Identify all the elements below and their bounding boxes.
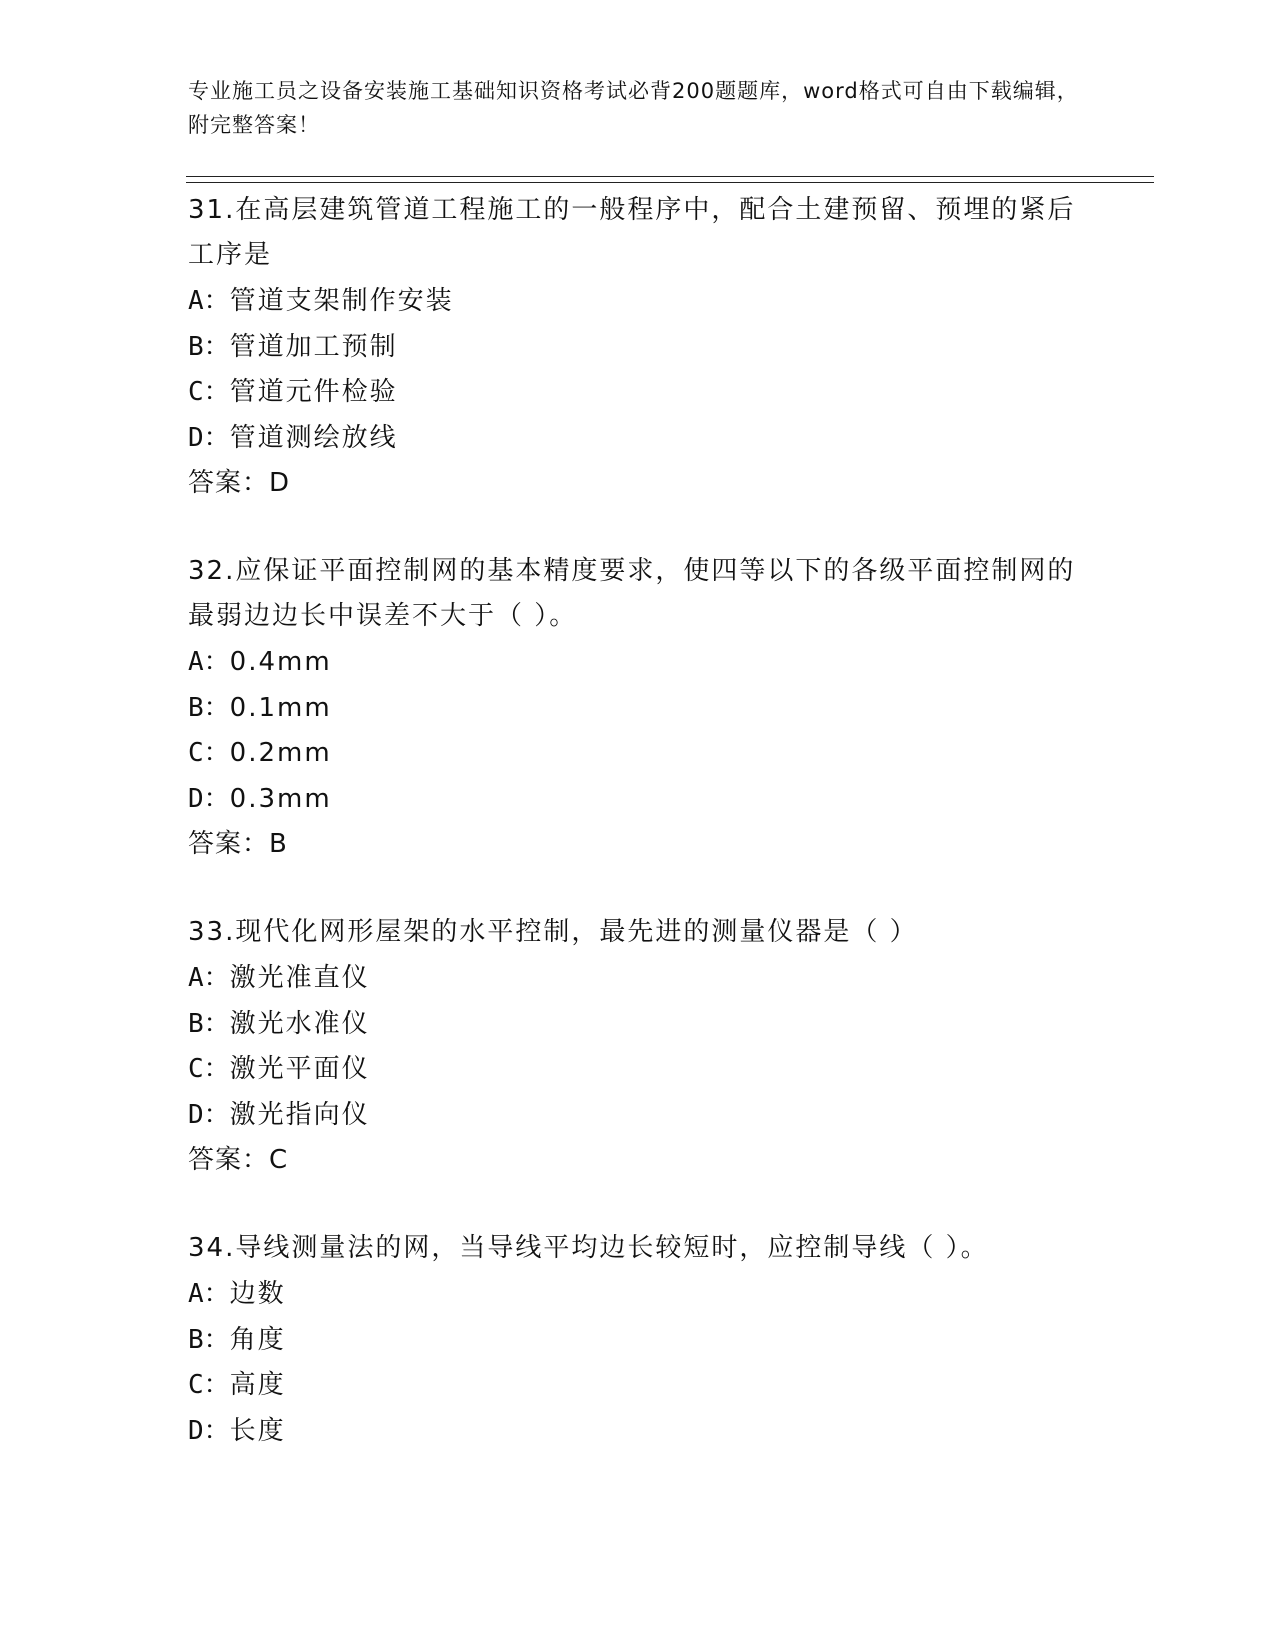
option-text: 0.3mm	[229, 783, 332, 814]
option-text: 边数	[229, 1279, 286, 1309]
option-key: D：	[188, 1415, 230, 1446]
option-text: 管道支架制作安装	[229, 286, 454, 316]
option-key: C：	[188, 1054, 230, 1084]
header-divider-top	[186, 176, 1154, 177]
option-key: D：	[188, 422, 230, 453]
option-b	[188, 686, 1088, 732]
question-31	[188, 188, 1088, 505]
option-key: C：	[188, 738, 230, 768]
option-key: B：	[188, 1008, 230, 1039]
answer-line: 答案：B	[188, 829, 288, 859]
option-d	[188, 416, 1088, 462]
option-key: D：	[188, 1099, 230, 1130]
question-stem: 33.现代化网形屋架的水平控制，最先进的测量仪器是（ ）	[188, 917, 918, 947]
option-a	[188, 1272, 1088, 1318]
question-stem: 31.在高层建筑管道工程施工的一般程序中，配合土建预留、预埋的紧后工序是	[188, 195, 1076, 270]
document-header: 专业施工员之设备安装施工基础知识资格考试必背200题题库，word格式可自由下载编辑，附完整答案！	[188, 79, 1079, 137]
answer-line: 答案：D	[188, 468, 291, 498]
header-divider-bottom	[186, 182, 1154, 183]
question-stem: 34.导线测量法的网，当导线平均边长较短时，应控制导线（ ）。	[188, 1233, 989, 1263]
option-c	[188, 370, 1088, 416]
option-text: 激光准直仪	[229, 963, 370, 993]
option-c	[188, 1047, 1088, 1093]
option-d	[188, 1093, 1088, 1139]
option-key: D：	[188, 783, 230, 814]
option-b	[188, 1002, 1088, 1048]
option-text: 高度	[229, 1370, 286, 1400]
option-key: C：	[188, 377, 230, 407]
option-c	[188, 731, 1088, 777]
option-text: 激光平面仪	[229, 1054, 370, 1084]
option-a	[188, 956, 1088, 1002]
option-key: A：	[188, 647, 230, 677]
option-text: 激光水准仪	[229, 1008, 370, 1039]
question-34	[188, 1226, 1088, 1454]
option-text: 管道元件检验	[229, 377, 398, 407]
option-text: 管道测绘放线	[229, 422, 398, 453]
option-b	[188, 325, 1088, 371]
option-key: C：	[188, 1370, 230, 1400]
option-a	[188, 279, 1088, 325]
option-text: 0.4mm	[229, 647, 332, 677]
option-text: 0.1mm	[229, 692, 332, 723]
question-33	[188, 910, 1088, 1182]
option-key: A：	[188, 963, 230, 993]
option-text: 长度	[229, 1415, 286, 1446]
option-key: A：	[188, 1279, 230, 1309]
question-stem: 32.应保证平面控制网的基本精度要求，使四等以下的各级平面控制网的最弱边边长中误差不大于（ ）。	[188, 556, 1076, 631]
option-text: 激光指向仪	[229, 1099, 370, 1130]
option-key: B：	[188, 331, 230, 362]
answer-line: 答案：C	[188, 1145, 289, 1175]
option-c	[188, 1363, 1088, 1409]
option-key: B：	[188, 692, 230, 723]
option-d	[188, 777, 1088, 823]
question-list	[188, 188, 1088, 1454]
option-text: 0.2mm	[229, 738, 332, 768]
option-a	[188, 640, 1088, 686]
option-key: A：	[188, 286, 230, 316]
option-text: 管道加工预制	[229, 331, 398, 362]
option-d	[188, 1409, 1088, 1455]
question-32	[188, 549, 1088, 866]
option-b	[188, 1318, 1088, 1364]
option-key: B：	[188, 1324, 230, 1355]
option-text: 角度	[229, 1324, 286, 1355]
